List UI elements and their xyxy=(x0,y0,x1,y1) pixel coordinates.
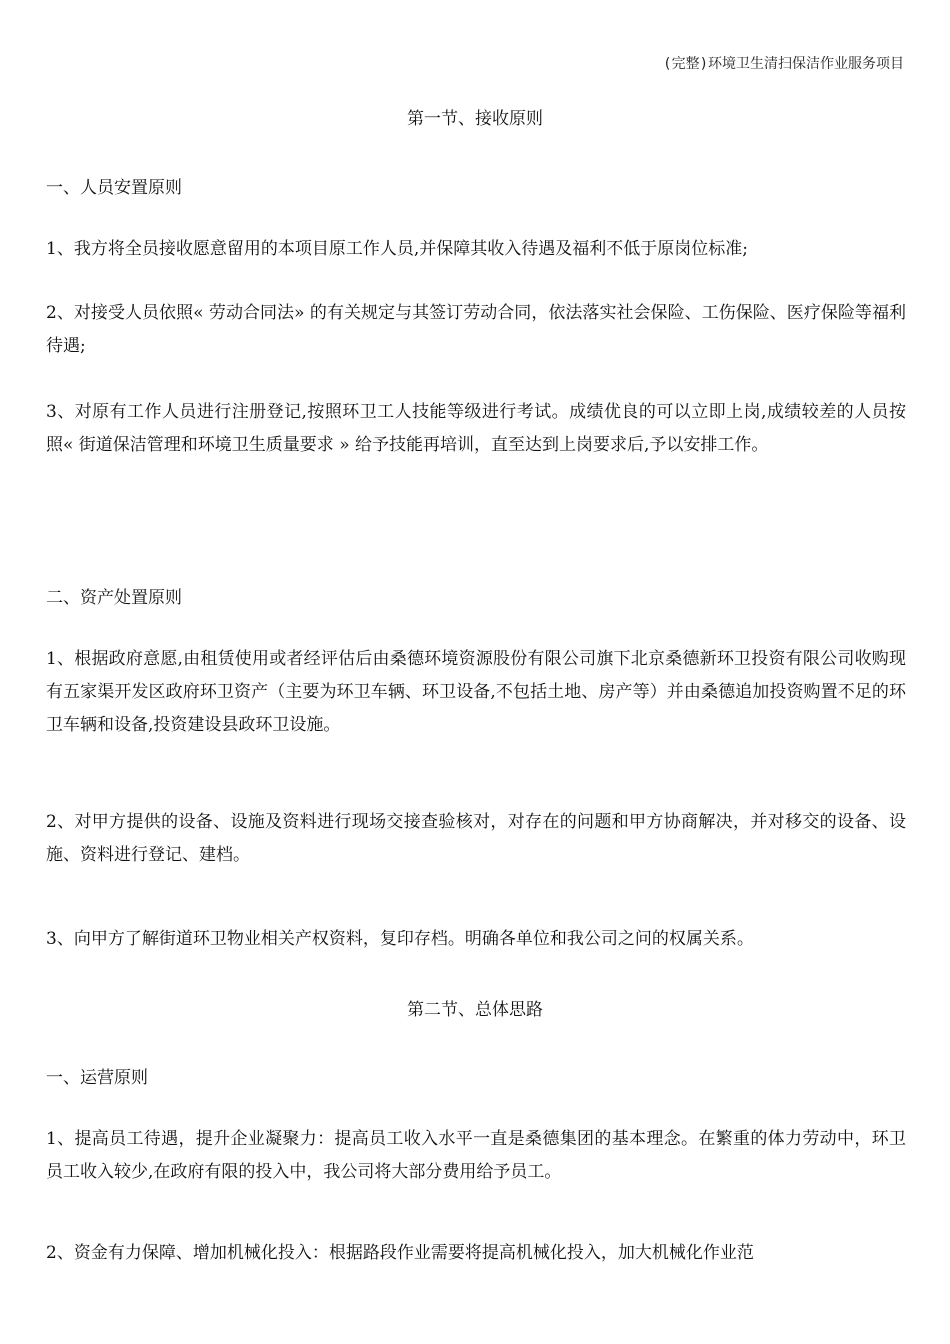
heading-asset-disposal: 二、资产处置原则 xyxy=(46,588,182,608)
paragraph-asset-2: 2、对甲方提供的设备、设施及资料进行现场交接查验核对，对存在的问题和甲方协商解决，并对移交的设备、设施、资料进行登记、建档。 xyxy=(46,812,906,865)
section-title-2: 第二节、总体思路 xyxy=(407,1000,543,1020)
paragraph-operation-1: 1、提高员工待遇，提升企业凝聚力：提高员工收入水平一直是桑德集团的基本理念。在繁重的体力劳动中，环卫员工收入较少,在政府有限的投入中，我公司将大部分费用给予员工。 xyxy=(46,1129,906,1182)
paragraph-asset-3: 3、向甲方了解街道环卫物业相关产权资料，复印存档。明确各单位和我公司之问的权属关系。 xyxy=(46,929,754,949)
paragraph-operation-2: 2、资金有力保障、增加机械化投入：根据路段作业需要将提高机械化投入，加大机械化作业范 xyxy=(46,1243,754,1263)
section-title-1: 第一节、接收原则 xyxy=(407,109,543,129)
heading-personnel-placement: 一、人员安置原则 xyxy=(46,178,182,198)
paragraph-asset-1: 1、根据政府意愿,由租赁使用或者经评估后由桑德环境资源股份有限公司旗下北京桑德新环卫投资有限公司收购现有五家渠开发区政府环卫资产（主要为环卫车辆、环卫设备,不包括土地、房产等）并由桑德追加投资购置不足的环卫车辆和设备,投资建设县政环卫设施。 xyxy=(46,649,906,735)
paragraph-personnel-2: 2、对接受人员依照« 劳动合同法» 的有关规定与其签订劳动合同，依法落实社会保险、工伤保险、医疗保险等福利待遇; xyxy=(46,303,906,356)
paragraph-personnel-3: 3、对原有工作人员进行注册登记,按照环卫工人技能等级进行考试。成绩优良的可以立即上岗,成绩较差的人员按照« 街道保洁管理和环境卫生质量要求 » 给予技能再培训，直至达到上岗要求后,予以安排工作。 xyxy=(46,402,906,455)
paragraph-personnel-1: 1、我方将全员接收愿意留用的本项目原工作人员,并保障其收入待遇及福利不低于原岗位标准; xyxy=(46,239,748,259)
running-header: (完整)环境卫生清扫保洁作业服务项目 xyxy=(663,56,904,72)
heading-operation-principles: 一、运营原则 xyxy=(46,1068,148,1088)
